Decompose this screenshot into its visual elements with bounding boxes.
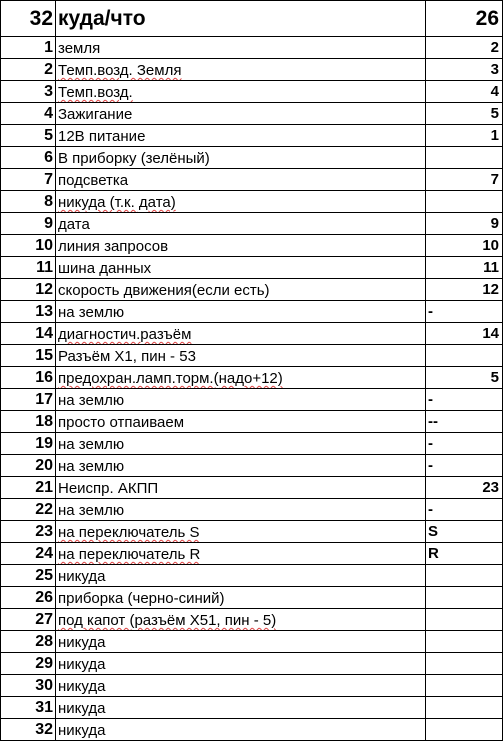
destination-text: на переключатель R <box>58 546 201 563</box>
target-pin-value: - <box>428 435 433 452</box>
target-pin-value: - <box>428 303 433 320</box>
target-pin-cell[interactable] <box>426 37 503 58</box>
target-pin-cell[interactable] <box>426 323 503 344</box>
destination-cell[interactable] <box>56 323 426 344</box>
table-row <box>1 367 503 389</box>
target-pin-cell[interactable] <box>426 543 503 564</box>
target-pin-value: -- <box>428 413 438 430</box>
header-count-cell[interactable] <box>426 1 503 36</box>
destination-cell[interactable] <box>56 345 426 366</box>
target-pin-cell[interactable] <box>426 103 503 124</box>
table-row <box>1 103 503 125</box>
pin-number-cell[interactable]: 26 <box>1 587 56 608</box>
table-row <box>1 499 503 521</box>
destination-text: диагностич.разъём <box>58 326 192 343</box>
pin-number-cell[interactable]: 12 <box>1 279 56 300</box>
pin-number-cell[interactable]: 13 <box>1 301 56 322</box>
pin-number-cell[interactable]: 8 <box>1 191 56 212</box>
pin-number-cell[interactable]: 5 <box>1 125 56 146</box>
table-row <box>1 147 503 169</box>
pin-number-cell[interactable]: 14 <box>1 323 56 344</box>
destination-cell[interactable] <box>56 587 426 608</box>
destination-text: 12В питание <box>58 128 146 145</box>
destination-text: никуда <box>58 700 106 717</box>
destination-cell[interactable] <box>56 653 426 674</box>
destination-cell[interactable] <box>56 565 426 586</box>
pin-number-cell[interactable]: 10 <box>1 235 56 256</box>
table-row <box>1 631 503 653</box>
header-pin-count[interactable]: 32 <box>1 1 56 36</box>
destination-text: на землю <box>58 436 125 453</box>
target-pin-cell[interactable] <box>426 697 503 718</box>
destination-text: под капот (разъём Х51, пин - 5) <box>58 612 277 629</box>
destination-text: на землю <box>58 392 125 409</box>
target-pin-cell[interactable] <box>426 675 503 696</box>
destination-text: предохран.ламп.торм.(надо+12) <box>58 370 283 387</box>
target-pin-cell[interactable] <box>426 81 503 102</box>
destination-cell[interactable] <box>56 37 426 58</box>
destination-text: никуда <box>58 568 106 585</box>
destination-cell[interactable] <box>56 125 426 146</box>
table-row <box>1 345 503 367</box>
target-pin-cell[interactable] <box>426 433 503 454</box>
destination-cell[interactable] <box>56 455 426 476</box>
pin-number-cell[interactable]: 29 <box>1 653 56 674</box>
table-row <box>1 543 503 565</box>
destination-text: никуда <box>58 634 106 651</box>
destination-text: шина данных <box>58 260 152 277</box>
destination-cell[interactable] <box>56 543 426 564</box>
pin-number-cell[interactable]: 15 <box>1 345 56 366</box>
target-pin-cell[interactable] <box>426 653 503 674</box>
header-count: 26 <box>475 7 499 30</box>
destination-text: скорость движения(если есть) <box>58 282 270 299</box>
target-pin-value: 5 <box>490 369 499 386</box>
destination-cell[interactable] <box>56 301 426 322</box>
table-body <box>1 37 503 741</box>
table-row <box>1 697 503 719</box>
target-pin-value: 10 <box>482 237 499 254</box>
table-row <box>1 125 503 147</box>
pin-number-cell[interactable]: 7 <box>1 169 56 190</box>
destination-cell[interactable] <box>56 609 426 630</box>
target-pin-cell[interactable] <box>426 235 503 256</box>
destination-text: приборка (черно-синий) <box>58 590 225 607</box>
header-title[interactable]: куда/что <box>56 1 426 36</box>
table-row <box>1 37 503 59</box>
pin-number-cell[interactable]: 27 <box>1 609 56 630</box>
target-pin-cell[interactable] <box>426 411 503 432</box>
target-pin-cell[interactable] <box>426 565 503 586</box>
destination-cell[interactable] <box>56 367 426 388</box>
destination-cell[interactable] <box>56 213 426 234</box>
pin-number-cell[interactable]: 18 <box>1 411 56 432</box>
destination-cell[interactable] <box>56 191 426 212</box>
destination-text: никуда <box>58 678 106 695</box>
destination-text: никуда <box>58 722 106 739</box>
pin-number-cell[interactable]: 24 <box>1 543 56 564</box>
target-pin-value: 14 <box>482 325 499 342</box>
header-row <box>1 1 503 37</box>
destination-text: дата <box>58 216 90 233</box>
target-pin-cell[interactable] <box>426 169 503 190</box>
pin-number-cell[interactable]: 4 <box>1 103 56 124</box>
pin-number-cell[interactable]: 11 <box>1 257 56 278</box>
pin-number-cell[interactable]: 32 <box>1 719 56 740</box>
target-pin-cell[interactable] <box>426 455 503 476</box>
destination-cell[interactable] <box>56 257 426 278</box>
pin-number-cell[interactable]: 22 <box>1 499 56 520</box>
table-row <box>1 719 503 741</box>
target-pin-value: 11 <box>483 259 499 276</box>
target-pin-cell[interactable] <box>426 257 503 278</box>
table-row <box>1 675 503 697</box>
table-row <box>1 301 503 323</box>
destination-cell[interactable] <box>56 433 426 454</box>
target-pin-cell[interactable] <box>426 213 503 234</box>
pin-number-cell[interactable]: 17 <box>1 389 56 410</box>
table-row <box>1 455 503 477</box>
table-row <box>1 477 503 499</box>
destination-text: земля <box>58 40 101 57</box>
target-pin-cell[interactable] <box>426 125 503 146</box>
destination-cell[interactable] <box>56 697 426 718</box>
target-pin-cell[interactable] <box>426 345 503 366</box>
destination-text: просто отпаиваем <box>58 414 185 431</box>
target-pin-cell[interactable] <box>426 631 503 652</box>
table-row <box>1 411 503 433</box>
target-pin-cell[interactable] <box>426 719 503 740</box>
destination-cell[interactable] <box>56 235 426 256</box>
target-pin-value: 3 <box>490 61 499 78</box>
pin-number-cell[interactable]: 1 <box>1 37 56 58</box>
destination-text: никуда <box>58 656 106 673</box>
destination-cell[interactable] <box>56 169 426 190</box>
pin-number-cell[interactable]: 16 <box>1 367 56 388</box>
target-pin-cell[interactable] <box>426 587 503 608</box>
target-pin-cell[interactable] <box>426 499 503 520</box>
pin-number-cell[interactable]: 25 <box>1 565 56 586</box>
destination-cell[interactable] <box>56 719 426 740</box>
table-row <box>1 433 503 455</box>
target-pin-cell[interactable] <box>426 609 503 630</box>
target-pin-cell[interactable] <box>426 367 503 388</box>
target-pin-value: 12 <box>482 281 499 298</box>
table-row <box>1 59 503 81</box>
destination-text: подсветка <box>58 172 129 189</box>
destination-cell[interactable] <box>56 389 426 410</box>
destination-text: линия запросов <box>58 238 169 255</box>
destination-text: на переключатель S <box>58 524 200 541</box>
destination-cell[interactable] <box>56 81 426 102</box>
destination-text: В приборку (зелёный) <box>58 150 210 167</box>
destination-cell[interactable] <box>56 499 426 520</box>
table-row <box>1 81 503 103</box>
target-pin-value: - <box>428 457 433 474</box>
destination-text: на землю <box>58 502 125 519</box>
target-pin-value: S <box>428 523 439 540</box>
table-row <box>1 521 503 543</box>
target-pin-cell[interactable] <box>426 389 503 410</box>
target-pin-value: 2 <box>490 39 499 56</box>
destination-cell[interactable] <box>56 631 426 652</box>
target-pin-value: 7 <box>490 171 499 188</box>
target-pin-cell[interactable] <box>426 301 503 322</box>
destination-text: Неиспр. АКПП <box>58 480 159 497</box>
pin-number-cell[interactable]: 31 <box>1 697 56 718</box>
pin-number-cell[interactable]: 3 <box>1 81 56 102</box>
table-row <box>1 323 503 345</box>
target-pin-value: 9 <box>490 215 499 232</box>
destination-text: никуда (т.к. дата) <box>58 194 176 211</box>
pin-number-cell[interactable]: 30 <box>1 675 56 696</box>
pin-number-cell[interactable]: 21 <box>1 477 56 498</box>
destination-cell[interactable] <box>56 103 426 124</box>
target-pin-value: 23 <box>482 479 499 496</box>
table-row <box>1 389 503 411</box>
pin-number-cell[interactable]: 20 <box>1 455 56 476</box>
destination-cell[interactable] <box>56 675 426 696</box>
destination-cell[interactable] <box>56 147 426 168</box>
target-pin-cell[interactable] <box>426 477 503 498</box>
table-row <box>1 565 503 587</box>
target-pin-cell[interactable] <box>426 191 503 212</box>
pin-number-cell[interactable]: 9 <box>1 213 56 234</box>
destination-text: Темп.возд. Земля <box>58 62 182 79</box>
target-pin-value: 4 <box>490 83 499 100</box>
pin-number-cell[interactable]: 2 <box>1 59 56 80</box>
target-pin-cell[interactable] <box>426 279 503 300</box>
pin-number-cell[interactable]: 6 <box>1 147 56 168</box>
table-row <box>1 169 503 191</box>
destination-cell[interactable] <box>56 521 426 542</box>
destination-text: Разъём Х1, пин - 53 <box>58 348 196 365</box>
destination-text: на землю <box>58 304 125 321</box>
table-row <box>1 213 503 235</box>
destination-cell[interactable] <box>56 279 426 300</box>
table-row <box>1 587 503 609</box>
table-row <box>1 653 503 675</box>
destination-text: Темп.возд. <box>58 84 133 101</box>
table-row <box>1 235 503 257</box>
table-row <box>1 191 503 213</box>
destination-cell[interactable] <box>56 411 426 432</box>
table-row <box>1 279 503 301</box>
target-pin-cell[interactable] <box>426 59 503 80</box>
table-row <box>1 609 503 631</box>
destination-cell[interactable] <box>56 477 426 498</box>
target-pin-cell[interactable] <box>426 147 503 168</box>
table-row <box>1 257 503 279</box>
target-pin-value: R <box>428 545 439 562</box>
destination-text: Зажигание <box>58 106 133 123</box>
pin-number-cell[interactable]: 28 <box>1 631 56 652</box>
pin-number-cell[interactable]: 23 <box>1 521 56 542</box>
target-pin-value: - <box>428 501 433 518</box>
target-pin-value: - <box>428 391 433 408</box>
target-pin-cell[interactable] <box>426 521 503 542</box>
pin-number-cell[interactable]: 19 <box>1 433 56 454</box>
target-pin-value: 1 <box>490 127 499 144</box>
target-pin-value: 5 <box>490 105 499 122</box>
destination-cell[interactable] <box>56 59 426 80</box>
destination-text: на землю <box>58 458 125 475</box>
